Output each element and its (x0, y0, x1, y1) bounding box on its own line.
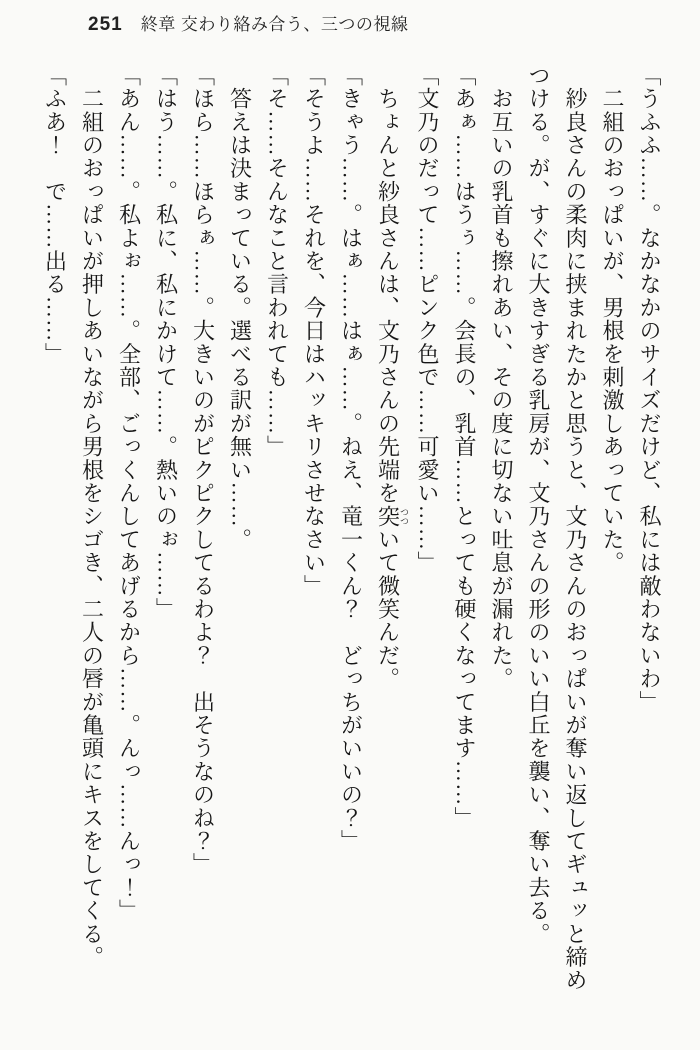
text-line: 「そうよ……それを、今日はハッキリさせなさい」 (301, 64, 327, 598)
text-line: 「あん……。私よぉ……。全部、ごっくんしてあげるから……。んっ……んっ！」 (116, 64, 142, 923)
text-segment: ちょんと紗良さんは、文乃さんの先端を (375, 64, 401, 505)
ruby-annotation (375, 504, 409, 529)
text-line: 二組のおっぱいが、男根を刺激しあっていた。 (600, 64, 625, 575)
text-line: 「はう……。私に、私にかけて……。熱いのぉ……」 (153, 64, 179, 621)
text-line: つける。が、すぐに大きすぎる乳房が、文乃さんの形のいい白丘を襲い、奪い去る。 (526, 64, 551, 946)
text-line: 二組のおっぱいが押しあいながら男根をシゴき、二人の唇が亀頭にキスをしてくる。 (79, 64, 105, 969)
text-line: 「ふあ！ で……出る……」 (42, 64, 68, 366)
text-line: 「あぁ……はうぅ……。会長の、乳首……とっても硬くなってます……」 (452, 64, 477, 830)
text-line: 「うふふ……。なかなかのサイズだけど、私には敵わないわ」 (637, 64, 662, 714)
text-line: 「そ……そんなこと言われても……」 (264, 64, 290, 459)
text-line: お互いの乳首も擦れあい、その度に切ない吐息が漏れた。 (489, 64, 514, 691)
text-line: 「ほら……ほらぁ……。大きいのがピクピクしてるわよ？ 出そうなのね？」 (190, 64, 216, 876)
running-head (88, 10, 408, 36)
body-text (37, 64, 669, 996)
text-line: 答えは決まっている。選べる訳が無い……。 (227, 64, 253, 552)
text-line-with-ruby (370, 64, 410, 996)
text-segment: いて微笑んだ。 (375, 528, 401, 691)
text-line: 「きゃう……。はぁ……はぁ……。ねえ、竜一くん？ どっちがいいの？」 (338, 64, 364, 853)
ruby-text: つつ (399, 504, 409, 528)
ruby-base: 突 (375, 504, 401, 529)
chapter-title: 終章 交わり絡み合う、三つの視線 (140, 15, 409, 34)
text-line: 「文乃のだって……ピンク色で……可愛い……」 (415, 64, 440, 575)
page-number: 251 (88, 14, 123, 35)
text-line: 紗良さんの柔肉に挟まれたかと思うと、文乃さんのおっぱいが奪い返してギュッと締め (563, 64, 588, 992)
